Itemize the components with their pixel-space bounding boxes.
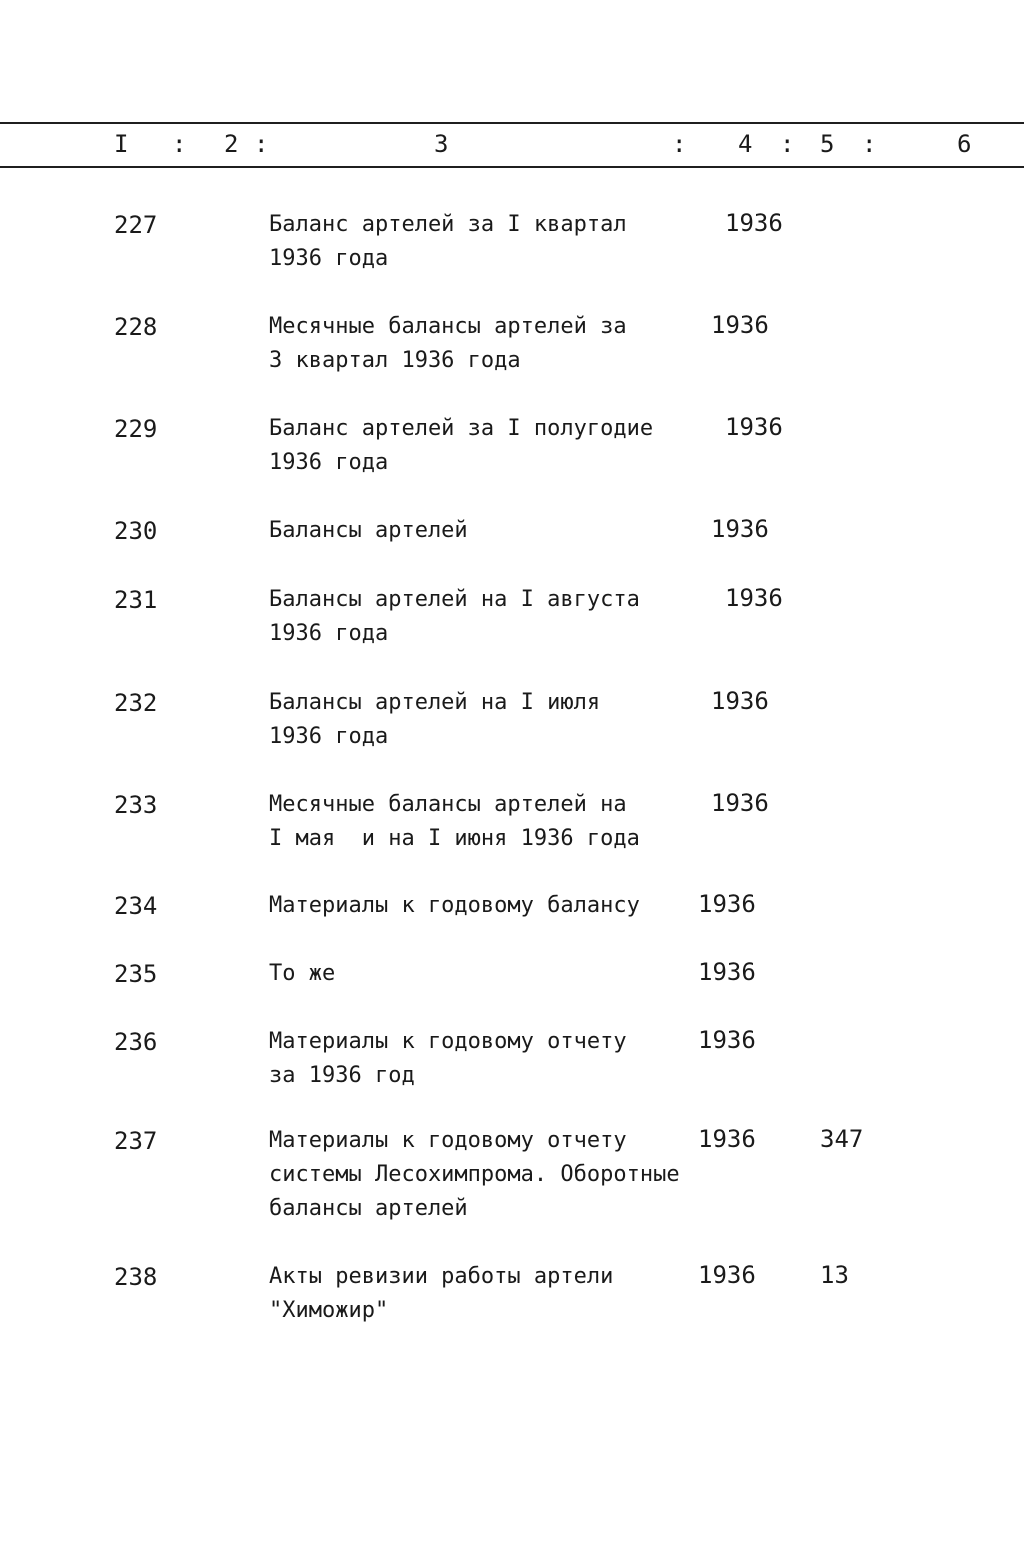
title-line: Балансы артелей на I июля	[269, 690, 601, 715]
item-year: 1936	[698, 1125, 756, 1153]
item-year: 1936	[698, 1261, 756, 1289]
title-line: То же	[269, 961, 336, 986]
item-number: 235	[114, 960, 158, 988]
item-number: 236	[114, 1028, 158, 1056]
item-number: 227	[114, 211, 158, 239]
header-col-1: I	[114, 130, 129, 158]
item-year: 1936	[711, 789, 769, 817]
title-line: 1936 года	[269, 246, 389, 271]
title-line: 1936 года	[269, 450, 389, 475]
item-year: 1936	[698, 958, 756, 986]
item-year: 1936	[725, 209, 783, 237]
title-line: Материалы к годовому отчету	[269, 1128, 627, 1153]
header-col-2: 2	[224, 130, 239, 158]
header-col-4: 4	[738, 130, 753, 158]
item-year: 1936	[711, 311, 769, 339]
title-line: Балансы артелей	[269, 518, 468, 543]
item-number: 228	[114, 313, 158, 341]
title-line: 1936 года	[269, 621, 389, 646]
item-title	[269, 1260, 729, 1328]
header-col-5: 5	[820, 130, 835, 158]
header-col-3: 3	[434, 130, 449, 158]
title-line: Балансы артелей на I августа	[269, 587, 640, 612]
item-year: 1936	[698, 890, 756, 918]
item-year: 1936	[711, 687, 769, 715]
title-line: Материалы к годовому балансу	[269, 893, 640, 918]
title-line: за 1936 год	[269, 1063, 415, 1088]
title-line: балансы артелей	[269, 1196, 468, 1221]
header-bottom-rule	[0, 166, 1024, 168]
item-title	[269, 310, 729, 378]
item-title	[269, 686, 729, 754]
item-year: 1936	[725, 584, 783, 612]
title-line: 3 квартал 1936 года	[269, 348, 521, 373]
title-line: Месячные балансы артелей за	[269, 314, 627, 339]
title-line: системы Лесохимпрома. Оборотные	[269, 1162, 680, 1187]
title-line: Баланс артелей за I квартал	[269, 212, 627, 237]
item-number: 237	[114, 1127, 158, 1155]
title-line: Материалы к годовому отчету	[269, 1029, 627, 1054]
header-separator: :	[780, 130, 795, 158]
header-separator: :	[672, 130, 687, 158]
title-line: 1936 года	[269, 724, 389, 749]
header-separator: :	[862, 130, 877, 158]
header-col-6: 6	[957, 130, 972, 158]
item-title	[269, 889, 729, 923]
item-title	[269, 1124, 729, 1226]
item-number: 233	[114, 791, 158, 819]
item-title	[269, 514, 729, 548]
item-number: 229	[114, 415, 158, 443]
title-line: I мая и на I июня 1936 года	[269, 826, 640, 851]
title-line: Баланс артелей за I полугодие	[269, 416, 654, 441]
header-top-rule	[0, 122, 1024, 124]
item-year: 1936	[711, 515, 769, 543]
item-number: 232	[114, 689, 158, 717]
item-title	[269, 583, 729, 651]
item-title	[269, 788, 729, 856]
item-number: 230	[114, 517, 158, 545]
header-separator: :	[172, 130, 187, 158]
item-sheet-count: 13	[820, 1261, 849, 1289]
item-title	[269, 957, 729, 991]
item-number: 234	[114, 892, 158, 920]
header-separator: :	[254, 130, 269, 158]
item-title	[269, 412, 729, 480]
item-year: 1936	[725, 413, 783, 441]
item-title	[269, 1025, 729, 1093]
title-line: Акты ревизии работы артели	[269, 1264, 614, 1289]
item-number: 231	[114, 586, 158, 614]
item-number: 238	[114, 1263, 158, 1291]
item-sheet-count: 347	[820, 1125, 864, 1153]
title-line: "Химожир"	[269, 1298, 389, 1323]
item-year: 1936	[698, 1026, 756, 1054]
title-line: Месячные балансы артелей на	[269, 792, 627, 817]
item-title	[269, 208, 729, 276]
